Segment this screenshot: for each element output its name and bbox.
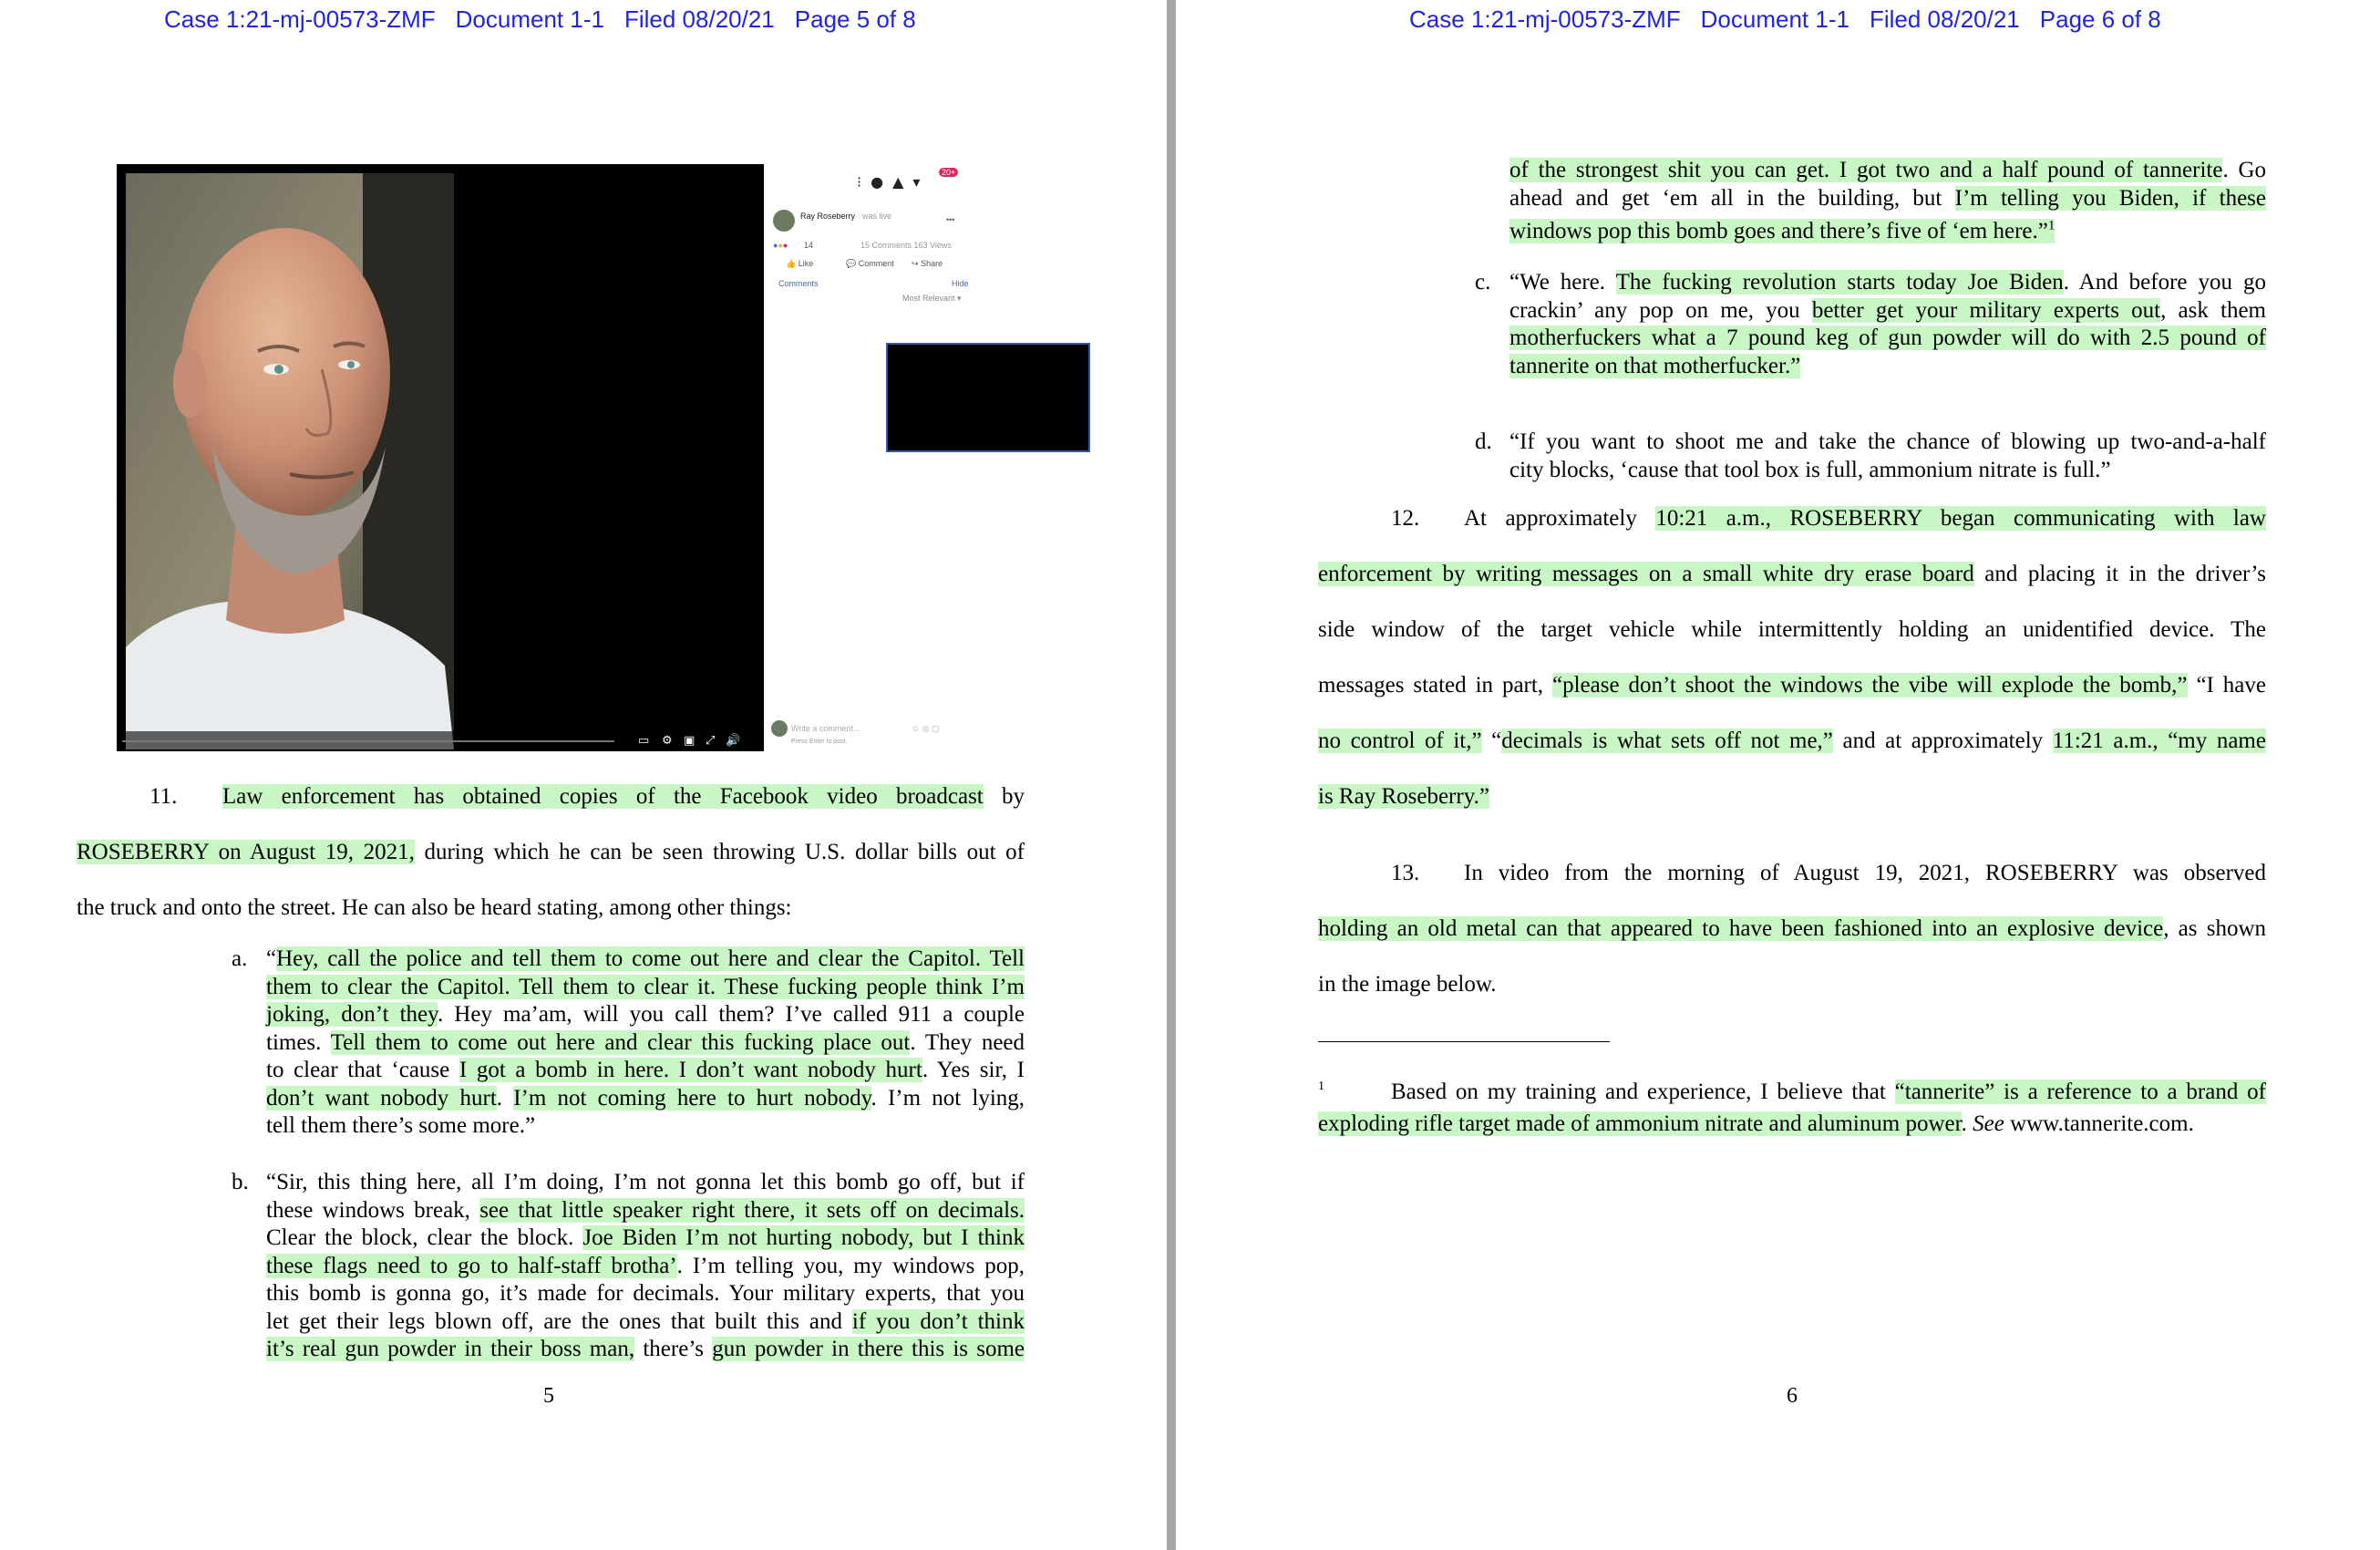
quote-line: don’t want nobody hurt. I’m not coming here to hurt nobody. I’m not lying,	[266, 1085, 1025, 1111]
quote-line: “Hey, call the police and tell them to come out here and clear the Capitol. Tell	[266, 946, 1025, 971]
paragraph-line: side window of the target vehicle while intermittently holding an unidentified device. The	[1318, 617, 2266, 642]
write-comment-input[interactable]: Write a comment...	[791, 724, 860, 733]
quote-line: these windows break, see that little speaker right there, it sets off on decimals.	[266, 1197, 1025, 1223]
item-label: d.	[1475, 429, 1492, 454]
paragraph-line: ROSEBERRY on August 19, 2021, during which he can be seen throwing U.S. dollar bills out of	[77, 840, 1025, 864]
footnote-reference[interactable]: 1	[2047, 219, 2055, 233]
notification-badge: 20+	[939, 168, 958, 177]
case-number: Case 1:21-mj-00573-ZMF	[164, 5, 436, 33]
page-number: 5	[543, 1384, 554, 1408]
paragraph-line: holding an old metal can that appeared to have been fashioned into an explosive device, as shown	[1318, 916, 2266, 941]
page-divider	[1167, 0, 1176, 1550]
quote-line: crackin’ any pop on me, you better get your military experts out, ask them	[1509, 297, 2266, 323]
quote-line: tell them there’s some more.”	[266, 1113, 536, 1138]
thumbs-up-icon: 👍	[786, 259, 797, 268]
paragraph-number: 12.	[1391, 506, 1420, 531]
page-header	[164, 5, 936, 34]
emoji-icons[interactable]: ☺ ◎ ▢	[912, 724, 940, 733]
paragraph-number: 13.	[1391, 861, 1420, 885]
quote-line: joking, don’t they. Hey ma’am, will you call them? I’ve called 911 a couple	[266, 1002, 1025, 1027]
quote-line: these flags need to go to half-staff brotha’. I’m telling you, my windows pop,	[266, 1253, 1025, 1278]
apps-grid-icon[interactable]: ⁝	[857, 173, 871, 191]
paragraph-line: the truck and onto the street. He can also be heard stating, among other things:	[77, 895, 792, 920]
more-options-icon[interactable]: •••	[946, 215, 955, 224]
paragraph-line: enforcement by writing messages on a small white dry erase board and placing it in the driver’s	[1318, 562, 2266, 586]
fullscreen-icon[interactable]: ⤢	[706, 734, 716, 748]
page-header	[1409, 5, 2181, 34]
paragraph-line: 13. In video from the morning of August 19, 2021, ROSEBERRY was observed	[1318, 845, 2266, 901]
hide-link[interactable]: Hide	[952, 279, 969, 288]
speech-bubble-icon: 💬	[846, 259, 857, 268]
item-label: a.	[232, 946, 248, 971]
bell-icon[interactable]: ▲	[892, 173, 913, 191]
comments-views-count: 15 Comments 163 Views	[860, 241, 952, 250]
press-enter-hint: Press Enter to post.	[791, 739, 848, 745]
facebook-video-screenshot	[117, 146, 974, 755]
footnote-separator	[1318, 1041, 1610, 1042]
page-count: Page 5 of 8	[794, 5, 916, 33]
page-number: 6	[1787, 1384, 1798, 1408]
footnote-line: Based on my training and experience, I believe that “tannerite” is a reference to a brand of	[1391, 1080, 2266, 1104]
paragraph-line: 12. At approximately 10:21 a.m., ROSEBERRY began communicating with law	[1318, 491, 2266, 546]
picture-in-picture-icon[interactable]: ▣	[684, 734, 695, 748]
quote-line: windows pop this bomb goes and there’s five of ‘em here.”$^1$	[1509, 219, 2055, 244]
item-label: b.	[232, 1170, 249, 1194]
quote-line: Clear the block, clear the block. Joe Biden I’m not hurting nobody, but I think	[266, 1225, 1025, 1250]
footnote-line: exploding rifle target made of ammonium nitrate and aluminum power. See www.tannerite.com.	[1318, 1111, 2194, 1136]
avatar[interactable]	[773, 210, 795, 232]
most-relevant-dropdown[interactable]: Most Relevant ▾	[902, 294, 962, 303]
paragraph-line: is Ray Roseberry.”	[1318, 784, 1489, 809]
comments-tab[interactable]: Comments	[778, 279, 819, 288]
quote-line: ahead and get ‘em all in the building, but I’m telling you Biden, if these	[1509, 185, 2266, 211]
quote-line: tannerite on that motherfucker.”	[1509, 353, 1801, 378]
document-page-5	[0, 0, 1167, 1550]
paragraph-13	[1318, 845, 2266, 1012]
document-number: Document 1-1	[1700, 5, 1849, 33]
paragraph-line: no control of it,” “decimals is what sets off not me,” and at approximately 11:21 a.m., “my name	[1318, 728, 2266, 753]
quote-line: “Sir, this thing here, all I’m doing, I’m not gonna let this bomb go off, but if	[266, 1170, 1025, 1194]
filed-date: Filed 08/20/21	[623, 5, 775, 33]
quote-line: of the strongest shit you can get. I got two and a half pound of tannerite. Go	[1509, 158, 2266, 182]
commenter-avatar	[771, 720, 788, 737]
document-number: Document 1-1	[455, 5, 604, 33]
quote-line: to clear that ‘cause I got a bomb in here. I don’t want nobody hurt. Yes sir, I	[266, 1058, 1025, 1082]
item-label: c.	[1475, 270, 1491, 294]
volume-icon[interactable]: 🔊	[726, 734, 741, 748]
gear-icon[interactable]: ⚙	[662, 734, 673, 748]
quote-line: “We here. The fucking revolution starts today Joe Biden. And before you go	[1509, 270, 2266, 294]
video-thumbnail[interactable]	[886, 343, 1090, 452]
share-arrow-icon: ↪	[912, 259, 919, 268]
video-still-image	[126, 173, 454, 749]
was-live-text: was live	[862, 212, 892, 221]
paragraph-line: 11. Law enforcement has obtained copies of the Facebook video broadcast by	[77, 769, 1025, 824]
video-controls	[117, 731, 764, 751]
video-frame	[117, 164, 764, 751]
tannerite-link[interactable]: www.tannerite.com.	[2004, 1111, 2194, 1136]
paragraph-number: 11.	[149, 784, 178, 809]
footnote	[1318, 1076, 2266, 1140]
page-count: Page 6 of 8	[2039, 5, 2161, 33]
person-photo	[126, 173, 454, 749]
comment-button[interactable]: 💬 Comment	[846, 259, 894, 268]
share-button[interactable]: ↪ Share	[912, 259, 943, 268]
quote-line: “If you want to shoot me and take the chance of blowing up two-and-a-half	[1509, 429, 2266, 454]
paragraph-line: messages stated in part, “please don’t shoot the windows the vibe will explode the bomb,” “I have	[1318, 673, 2266, 698]
paragraph-12	[1318, 491, 2266, 824]
quote-line: motherfuckers what a 7 pound keg of gun powder will do with 2.5 pound of	[1509, 326, 2266, 350]
document-page-6	[1176, 0, 2380, 1550]
quote-line: them to clear the Capitol. Tell them to clear it. These fucking people think I’m	[266, 974, 1025, 999]
video-progress-bar[interactable]	[122, 740, 614, 742]
closed-captions-icon[interactable]: ▭	[638, 734, 650, 748]
case-number: Case 1:21-mj-00573-ZMF	[1409, 5, 1681, 33]
like-button[interactable]: 👍 Like	[786, 259, 814, 268]
reaction-icons: ●●●	[773, 241, 788, 250]
quote-line: city blocks, ‘cause that tool box is full, ammonium nitrate is full.”	[1509, 457, 2111, 482]
filed-date: Filed 08/20/21	[1869, 5, 2020, 33]
facebook-top-icons	[857, 173, 929, 191]
quote-line: let get their legs blown off, are the ones that built this and if you don’t think	[266, 1308, 1025, 1334]
quote-line: times. Tell them to come out here and clear this fucking place out. They need	[266, 1029, 1025, 1055]
paragraph-line: in the image below.	[1318, 972, 1497, 997]
profile-name[interactable]: Ray Roseberry	[800, 212, 856, 221]
chevron-down-icon[interactable]: ▾	[912, 173, 930, 191]
paragraph-11	[77, 769, 1025, 935]
footnote-marker: 1	[1318, 1080, 1324, 1093]
reaction-count: 14	[804, 241, 814, 250]
quote-line: it’s real gun powder in their boss man, there’s gun powder in there this is some	[266, 1337, 1025, 1361]
quote-line: this bomb is gonna go, it’s made for decimals. Your military experts, that you	[266, 1281, 1025, 1306]
messenger-icon[interactable]: ●	[871, 173, 893, 191]
